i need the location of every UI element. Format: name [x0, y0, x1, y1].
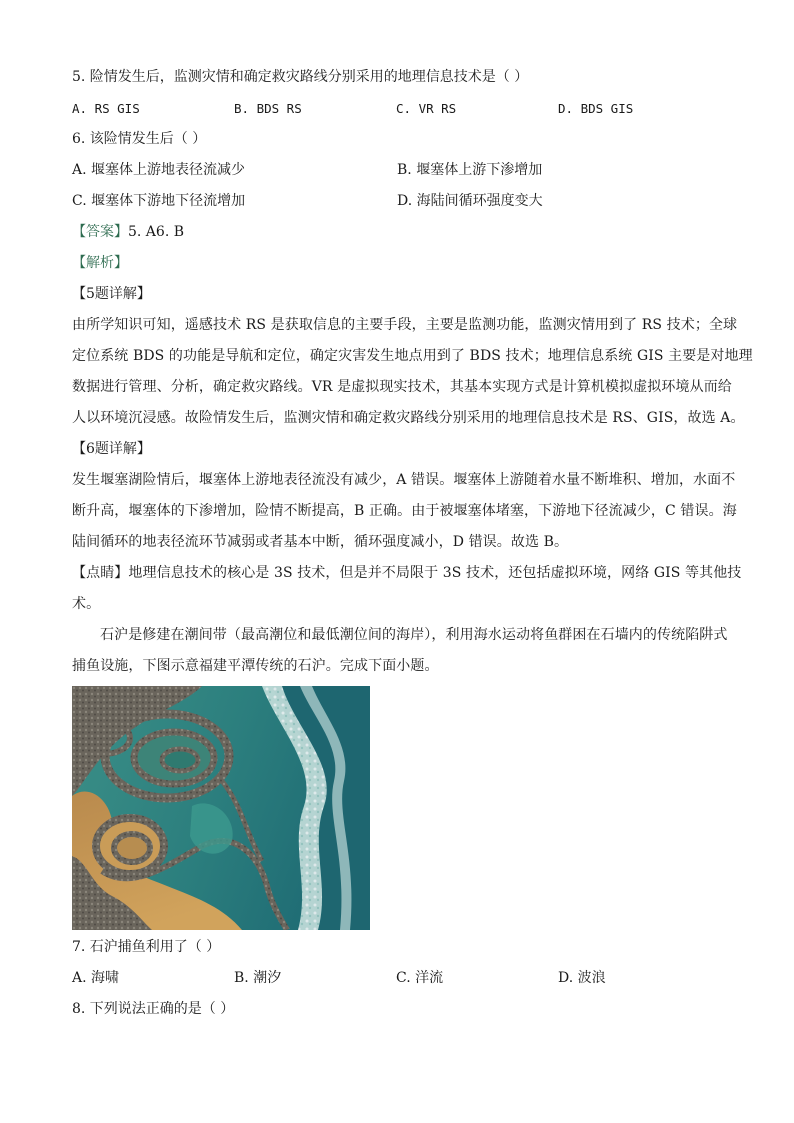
detail-6-heading: 【6题详解】 [72, 441, 151, 457]
detail-5-heading: 【5题详解】 [72, 286, 151, 302]
intro-line: 捕鱼设施，下图示意福建平潭传统的石沪。完成下面小题。 [72, 658, 439, 674]
analysis-line [72, 248, 726, 279]
question-5-options [72, 93, 726, 124]
detail-5-line: 人以环境沉浸感。故险情发生后，监测灾情和确定救灾路线分别采用的地理信息技术是 RS、GIS，故选 A。 [72, 410, 745, 426]
question-6-options-row1 [72, 155, 726, 186]
answer-text: 5. A6. B [128, 224, 185, 240]
q6-option-d: D. 海陆间循环强度变大 [397, 193, 543, 209]
q7-option-b: B. 潮汐 [234, 970, 282, 986]
detail-5-line: 定位系统 BDS 的功能是导航和定位，确定灾害发生地点用到了 BDS 技术；地理信息系统 GIS 主要是对地理 [72, 348, 753, 364]
comment-line: 术。 [72, 596, 101, 612]
question-8-stem: 8. 下列说法正确的是（ ） [72, 1001, 235, 1017]
intro-line: 石沪是修建在潮间带（最高潮位和最低潮位间的海岸），利用海水运动将鱼群困在石墙内的传统陷阱式 [100, 627, 728, 643]
detail-5-line: 由所学知识可知，遥感技术 RS 是获取信息的主要手段，主要是监测功能，监测灾情用到了 RS 技术；全球 [72, 317, 738, 333]
q5-option-c: C. VR RS [396, 101, 457, 116]
q5-option-a: A. RS GIS [72, 101, 140, 116]
question-6-options-row2 [72, 186, 726, 217]
comment-line [72, 558, 742, 589]
question-6-stem: 6. 该险情发生后（ ） [72, 131, 207, 147]
document-page [72, 62, 753, 1025]
detail-6-line: 陆间循环的地表径流环节减弱或者基本中断，循环强度减小，D 错误。故选 B。 [72, 534, 569, 550]
question-5-stem: 5. 险情发生后，监测灾情和确定救灾路线分别采用的地理信息技术是（ ） [72, 69, 529, 85]
weir-lower-inner [114, 834, 150, 862]
q6-option-b: B. 堰塞体上游下渗增加 [397, 162, 543, 178]
q6-option-a: A. 堰塞体上游地表径流减少 [72, 162, 246, 178]
q5-option-b: B. BDS RS [234, 101, 302, 116]
answer-tag: 【答案】 [72, 224, 128, 240]
comment-tag: 【点睛】 [72, 565, 129, 581]
answer-line [72, 217, 726, 248]
question-7-stem: 7. 石沪捕鱼利用了（ ） [72, 939, 221, 955]
detail-5-line: 数据进行管理、分析，确定救灾路线。VR 是虚拟现实技术，其基本实现方式是计算机模拟虚拟环境从而给 [72, 379, 732, 395]
q7-option-d: D. 波浪 [558, 970, 606, 986]
q7-option-c: C. 洋流 [396, 970, 444, 986]
q6-option-c: C. 堰塞体下游地下径流增加 [72, 193, 246, 209]
q7-option-a: A. 海啸 [72, 970, 120, 986]
weir-core [162, 749, 198, 771]
analysis-tag: 【解析】 [72, 255, 128, 271]
stone-weir-aerial-image [72, 686, 370, 930]
q5-option-d: D. BDS GIS [558, 101, 634, 116]
detail-6-line: 发生堰塞湖险情后，堰塞体上游地表径流没有减少，A 错误。堰塞体上游随着水量不断堆积、增加，水面不 [72, 472, 736, 488]
question-7-options [72, 963, 726, 994]
stone-weir-photo [72, 686, 370, 930]
comment-text: 地理信息技术的核心是 3S 技术，但是并不局限于 3S 技术，还包括虚拟环境，网络 GIS 等其他技 [128, 565, 742, 581]
detail-6-line: 断升高，堰塞体的下渗增加，险情不断提高，B 正确。由于被堰塞体堵塞，下游地下径流减少，C 错误。海 [72, 503, 737, 519]
